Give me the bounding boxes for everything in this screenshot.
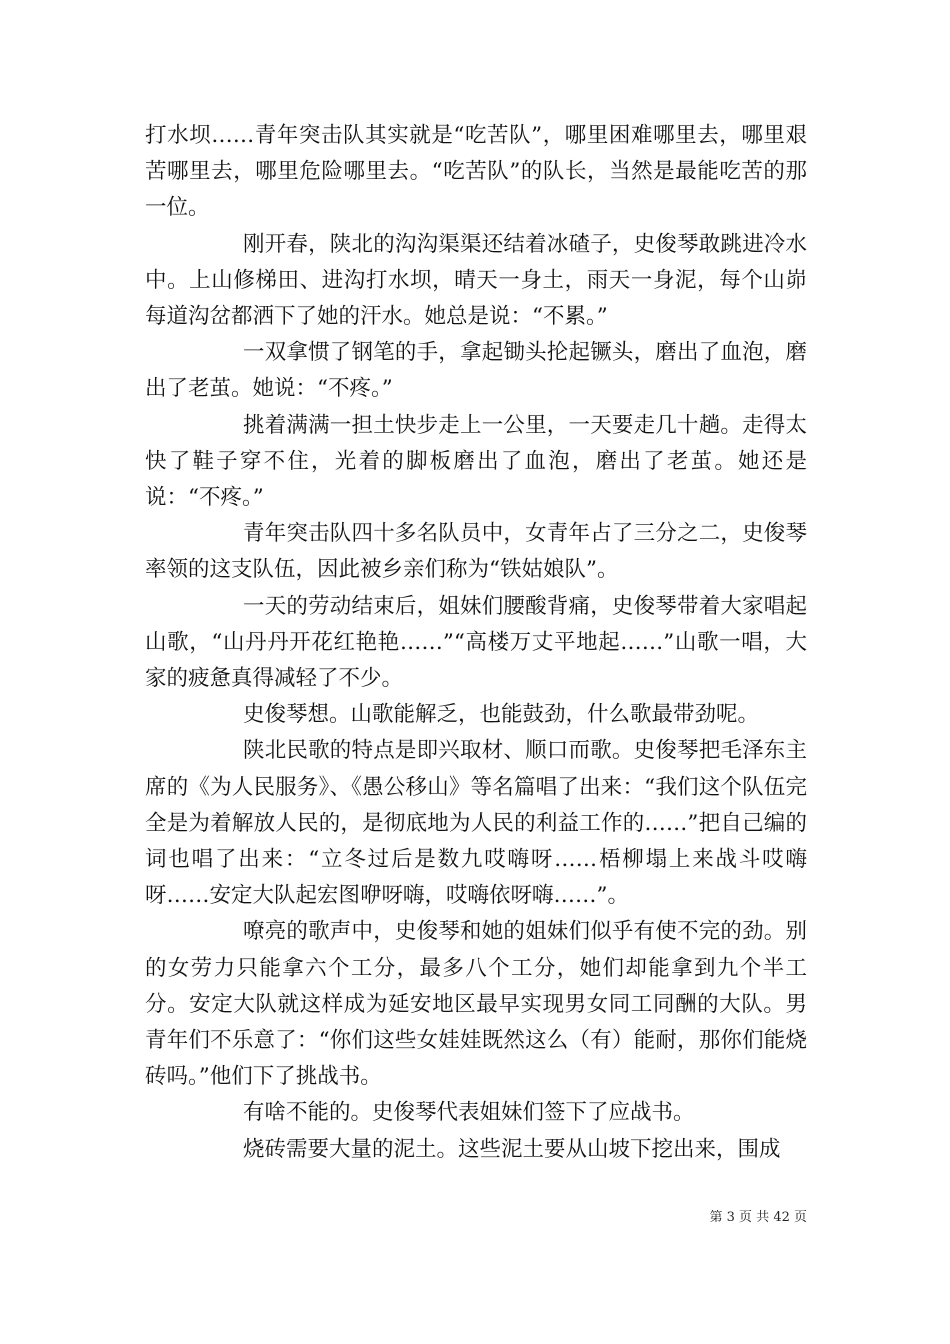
paragraph: 青年突击队四十多名队员中，女青年占了三分之二，史俊琴率领的这支队伍，因此被乡亲们称为“铁姑娘队”。 <box>145 521 807 583</box>
paragraph: 一双拿惯了钢笔的手，拿起锄头抡起镢头，磨出了血泡，磨出了老茧。她说：“不疼。” <box>145 340 807 402</box>
paragraph: 史俊琴想。山歌能解乏，也能鼓劲，什么歌最带劲呢。 <box>243 702 760 728</box>
paragraph-continued: 打水坝……青年突击队其实就是“吃苦队”，哪里困难哪里去，哪里艰苦哪里去，哪里危险哪里去。“吃苦队”的队长，当然是最能吃苦的那一位。 <box>145 123 807 221</box>
paragraph: 烧砖需要大量的泥土。这些泥土要从山坡下挖出来，围成 <box>243 1136 781 1162</box>
paragraph: 陕北民歌的特点是即兴取材、顺口而歌。史俊琴把毛泽东主席的《为人民服务》、《愚公移山》等名篇唱了出来：“我们这个队伍完全是为着解放人民的，是彻底地为人民的利益工作的……”把自己编的词也唱了出来：“立冬过后是数九哎嗨呀……梧柳塌上来战斗哎嗨呀……安定大队起宏图咿呀嗨，哎嗨依呀嗨……”。 <box>145 738 807 909</box>
paragraph: 挑着满满一担土快步走上一公里，一天要走几十趟。走得太快了鞋子穿不住，光着的脚板磨出了血泡，磨出了老茧。她还是说：“不疼。” <box>145 412 807 511</box>
paragraph: 嘹亮的歌声中，史俊琴和她的姐妹们似乎有使不完的劲。别的女劳力只能拿六个工分，最多八个工分，她们却能拿到九个半工分。安定大队就这样成为延安地区最早实现男女同工同酬的大队。男青年们不乐意了：“你们这些女娃娃既然这么（有）能耐，那你们能烧砖吗。”他们下了挑战书。 <box>145 919 807 1090</box>
page-number-footer: 第 3 页 共 42 页 <box>709 1210 807 1225</box>
paragraph: 有啥不能的。史俊琴代表姐妹们签下了应战书。 <box>243 1100 695 1126</box>
paragraph: 一天的劳动结束后，姐妹们腰酸背痛，史俊琴带着大家唱起山歌，“山丹丹开花红艳艳……”“高楼万丈平地起……”山歌一唱，大家的疲惫真得减轻了不少。 <box>145 593 807 692</box>
paragraph: 刚开春，陕北的沟沟渠渠还结着冰碴子，史俊琴敢跳进冷水中。上山修梯田、进沟打水坝，晴天一身土，雨天一身泥，每个山峁每道沟岔都洒下了她的汗水。她总是说：“不累。” <box>145 231 807 330</box>
body-text <box>145 118 807 1168</box>
